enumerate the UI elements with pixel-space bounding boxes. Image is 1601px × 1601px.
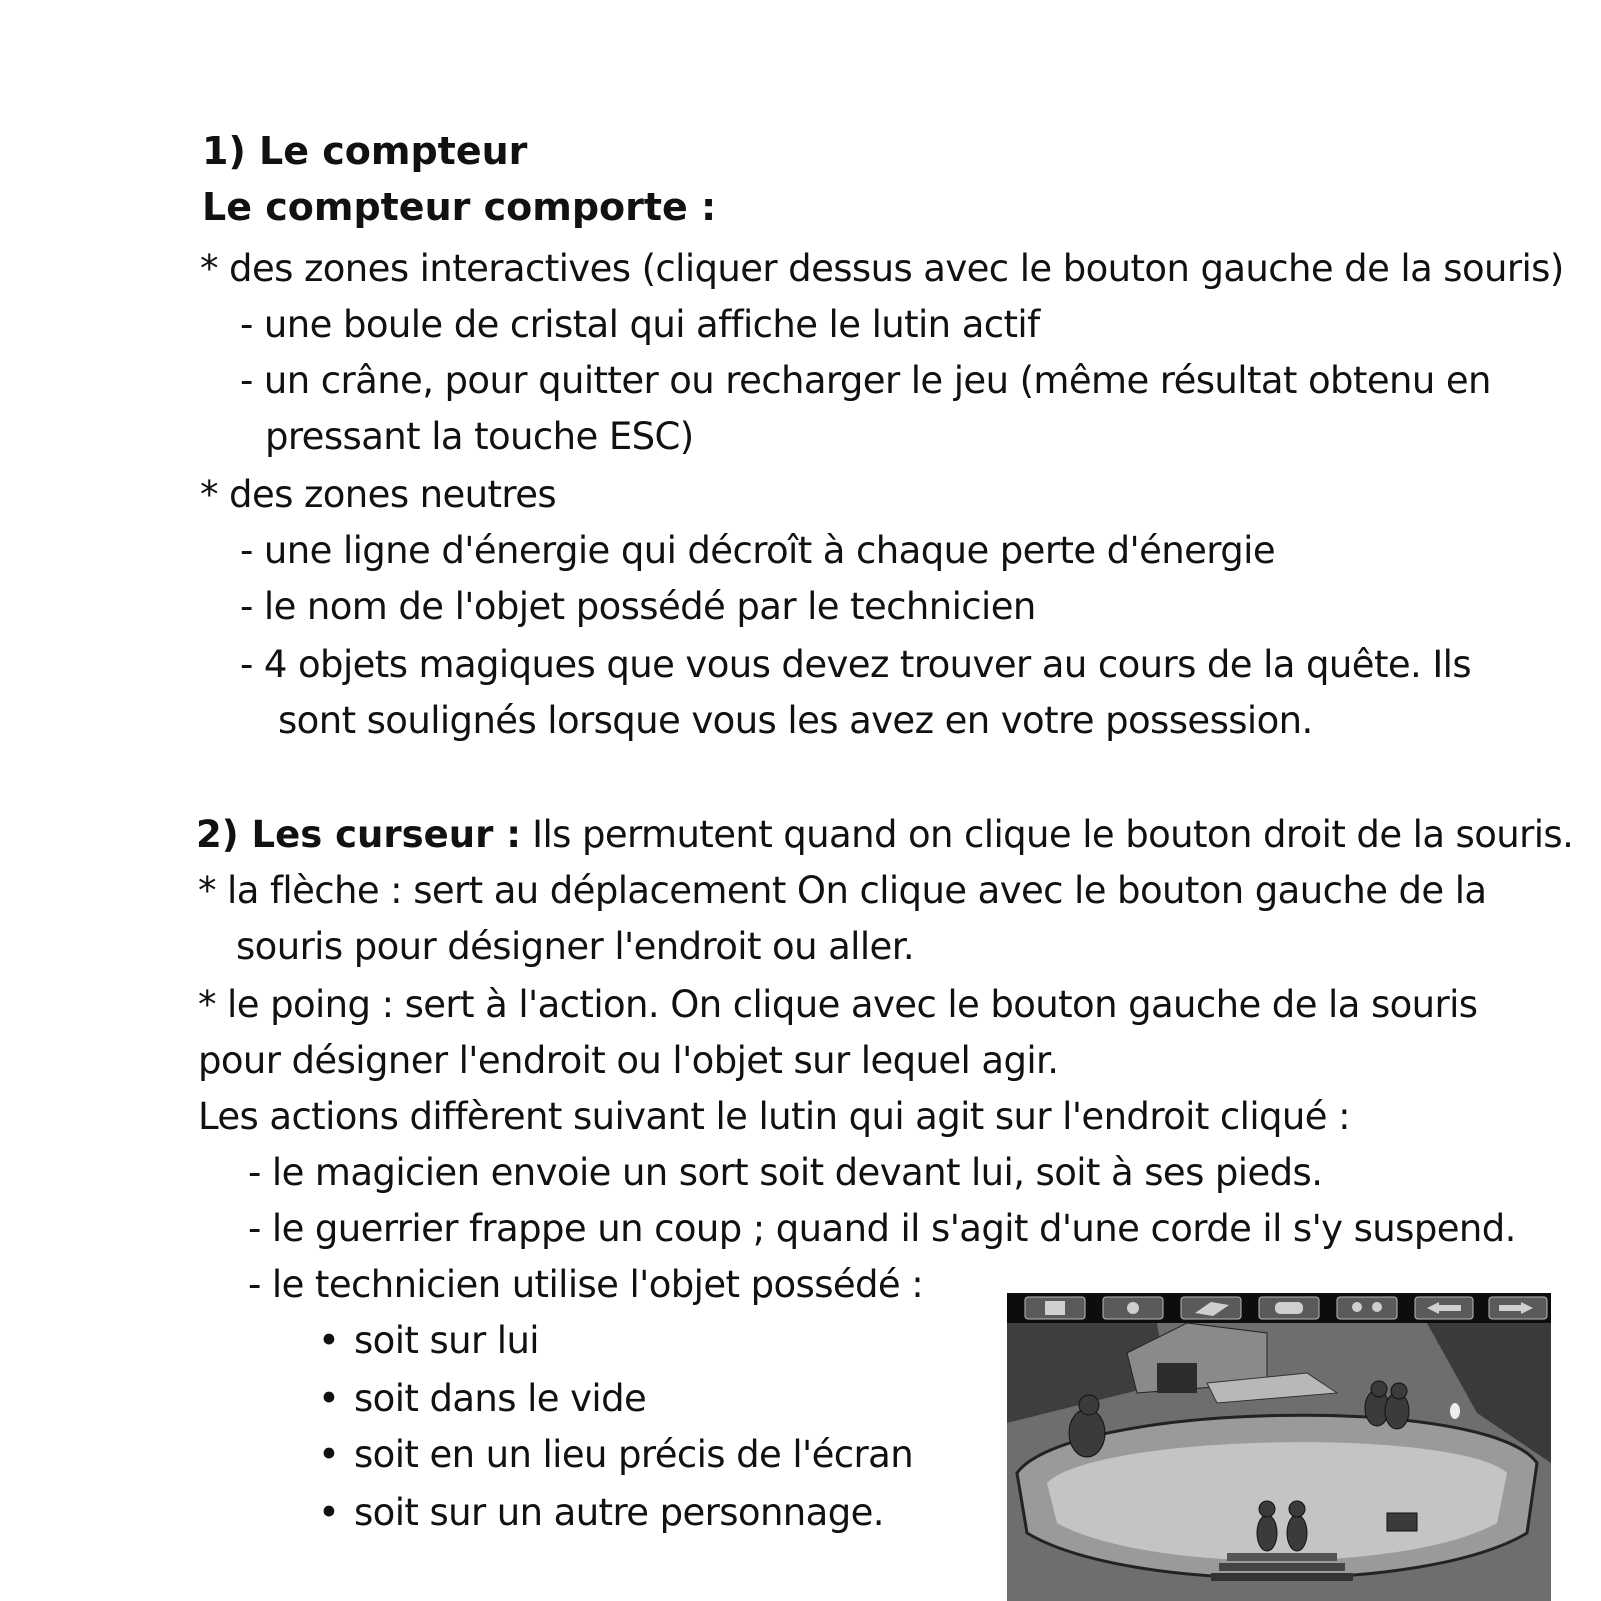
technician-option <box>318 1316 539 1366</box>
scroll-icon <box>1259 1297 1319 1319</box>
technician-option <box>318 1374 646 1424</box>
action-warrior: - le guerrier frappe un coup ; quand il s'agit d'une corde il s'y suspend. <box>248 1207 1516 1250</box>
neutral-item-magic-objects: - 4 objets magiques que vous devez trouver au cours de la quête. Ils <box>240 643 1472 686</box>
arrow-cursor-line-1: * la flèche : sert au déplacement On clique avec le bouton gauche de la <box>198 869 1487 912</box>
interactive-item-skull: - un crâne, pour quitter ou recharger le jeu (même résultat obtenu en <box>240 359 1491 402</box>
technician-option-label: soit en un lieu précis de l'écran <box>354 1433 914 1476</box>
section-2-heading: 2) Les curseur : <box>196 813 522 856</box>
book-icon <box>1181 1297 1241 1319</box>
bullet: • <box>318 1433 340 1476</box>
technician-option-label: soit sur un autre personnage. <box>354 1491 884 1534</box>
bullet: • <box>318 1319 340 1362</box>
game-screenshot <box>1007 1293 1551 1601</box>
characters-icon <box>1337 1297 1397 1319</box>
bullet: • <box>318 1491 340 1534</box>
technician-option-label: soit dans le vide <box>354 1377 647 1420</box>
interactive-item-crystal-ball: - une boule de cristal qui affiche le lutin actif <box>240 303 1040 346</box>
fist-cursor-line-2: pour désigner l'endroit ou l'objet sur lequel agir. <box>198 1039 1059 1082</box>
section-2-heading-line <box>196 810 1573 860</box>
section-2-heading-rest: Ils permutent quand on clique le bouton droit de la souris. <box>521 813 1574 856</box>
arrow-left-icon <box>1415 1297 1473 1319</box>
action-magician: - le magicien envoie un sort soit devant lui, soit à ses pieds. <box>248 1151 1323 1194</box>
section-1-subheading: Le compteur comporte : <box>202 185 717 229</box>
technician-option-label: soit sur lui <box>354 1319 539 1362</box>
bullet: • <box>318 1377 340 1420</box>
camera-icon <box>1103 1297 1163 1319</box>
neutral-item-object-name: - le nom de l'objet possédé par le technicien <box>240 585 1036 628</box>
actions-intro: Les actions diffèrent suivant le lutin qui agit sur l'endroit cliqué : <box>198 1095 1350 1138</box>
disk-icon <box>1025 1297 1085 1319</box>
interactive-zones-intro: * des zones interactives (cliquer dessus avec le bouton gauche de la souris) <box>200 247 1564 290</box>
technician-option <box>318 1430 913 1480</box>
neutral-item-magic-objects-cont: sont soulignés lorsque vous les avez en votre possession. <box>278 699 1313 742</box>
arrow-right-icon <box>1489 1297 1547 1319</box>
section-1-heading: 1) Le compteur <box>202 129 528 173</box>
technician-option <box>318 1488 884 1538</box>
game-scene <box>1007 1293 1551 1601</box>
action-technician: - le technicien utilise l'objet possédé : <box>248 1263 924 1306</box>
neutral-item-energy: - une ligne d'énergie qui décroît à chaque perte d'énergie <box>240 529 1275 572</box>
arrow-cursor-line-2: souris pour désigner l'endroit ou aller. <box>236 925 915 968</box>
fist-cursor-line-1: * le poing : sert à l'action. On clique avec le bouton gauche de la souris <box>198 983 1478 1026</box>
interactive-item-skull-cont: pressant la touche ESC) <box>265 415 694 458</box>
neutral-zones-intro: * des zones neutres <box>200 473 557 516</box>
